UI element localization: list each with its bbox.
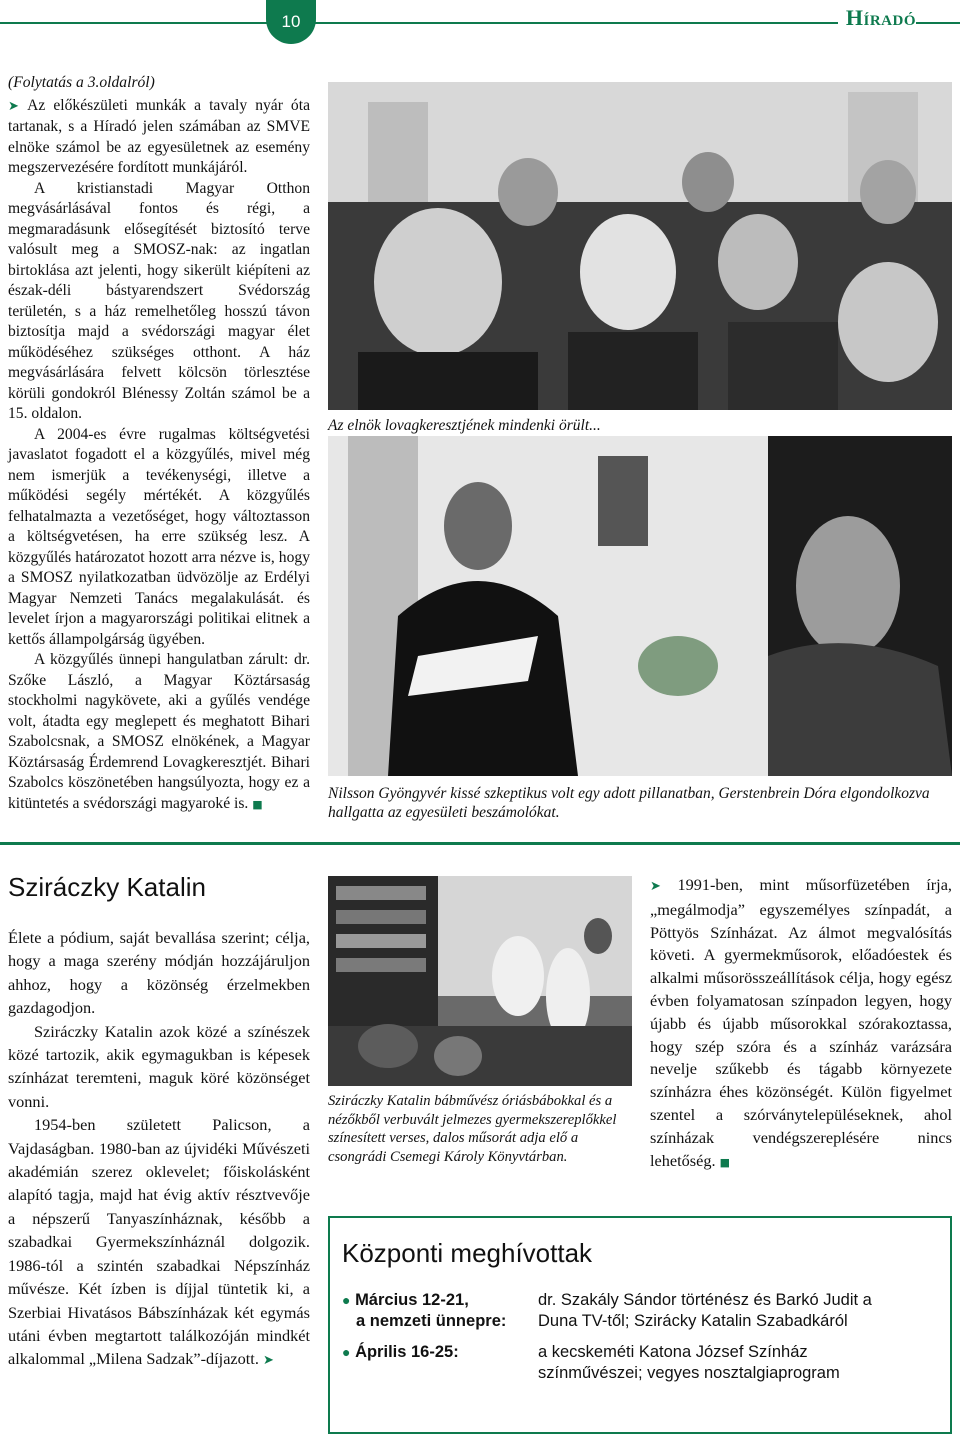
paragraph: A közgyűlés ünnepi hangulatban zárult: dr. Szőke László, a Magyar Köztársaság stockholmi nagykövete, aki a gyűlés vendége volt, átadta egy meglepett és meghatott Bihari Szabolcsnak, a SMOSZ elnökének, a Magyar Köztársaság Érdemrend Lovagkeresztjét. Bihari Szabolcs köszönetében hangsúlyozta, hogy ez a kitüntetés a svédországi magyaroké is. ■ [8,651,310,812]
photo-audience-caption: Az elnök lovagkeresztjének mindenki örült... [328,417,601,434]
paragraph: A kristianstadi Magyar Otthon megvásárlásával fontos és régi, a megmaradásunk elősegítését biztosító terve valósult meg a SMOSZ-nak: az ingatlan birtoklása azt jelenti, hogy sikerült kiépíteni az észak-déli bástyarendszert Svédország területén, s a ház remelhetőleg hosszú távon biztosítja majd a svédországi magyar élet működéséhez szükséges otthont. A ház megvásárlására felvett kölcsön törlesztése körüli gondokról Blénessy Zoltán számol be a 15. oldalon. [8,179,310,422]
box-title: Központi meghívottak [342,1238,593,1268]
event-description: dr. Szakály Sándor történész és Barkó Judit a Duna TV-től; Szirácky Katalin Szabadkáról [538,1291,872,1330]
event-date: ● Március 12-21, a nemzeti ünnepre: [342,1291,507,1330]
end-square-icon: ■ [252,797,263,811]
paragraph: A 2004-es évre rugalmas költségvetési javaslatot fogadott el a közgyűlés, mivel még nem ismerjük a tevékenységi, illetve a működési segély mértékét. A közgyűlés felhatalmazta a vezetőséget, hogy változtasson a költségvetésen, ha erre szükség lesz. A közgyűlés határozatot hozott arra nézve is, hogy a SMOSZ nyilatkozatban üdvözölje az Erdélyi Magyar Nemzeti Tanács megalakulását. és levelet írjon a magyarországi politikai elitnek a kettős állampolgárság ügyében. [8,425,310,648]
invited-guests-box [328,1216,952,1434]
paragraph: ➤ Az előkészületi munkák a tavaly nyár óta tartanak, s a Híradó jelen számában az SMVE elnöke számol be az egyesületnek az esemény megszervezésére fordított munkájáról. [8,96,310,176]
event-description: a kecskeméti Katona József Színház színművészei; vegyes nosztalgiaprogram [538,1343,840,1382]
photo-puppet-show [328,876,632,1086]
section-divider [0,842,960,845]
paragraph: Sziráczky Katalin azok közé a színészek közé tartozik, akik egymagukban is képesek színházat teremteni, maguk köré közönséget vonni. [8,1021,310,1111]
arrow-icon: ➤ [650,879,678,894]
publication-name: Híradó [838,5,916,31]
end-square-icon: ■ [719,1155,731,1169]
photo-puppet-show-image [328,876,632,1086]
article-continuation [8,73,310,815]
photo-puppet-show-caption: Sziráczky Katalin bábművész óriásbábokkal és a nézőkből verbuvált jelmezes gyermekszereplőkkel színesített verses, dalos műsorát adja elő a csongrádi Csemegi Károly Könyvtárban. [328,1093,617,1165]
article-title: Sziráczky Katalin [8,872,206,902]
page-number: 10 [266,0,316,44]
continued-note: (Folytatás a 3.oldalról) [8,74,155,91]
paragraph: 1954-ben született Palicson, a Vajdaságban. 1980-ban az újvidéki Művészeti akadémián szerez oklevelet; főiskolásként alapító tagja, majd hat évig aktív résztvevője a népszerű Tanyaszínháznak, később a szabadkai Gyermekszínháznál dolgozik. 1986-tól a szintén szabadkai Népszínház művésze. Két ízben is díjjal tüntetik ki, a Szerbiai Hivatásos Bábszínházak két egymás utáni évben megtartott találkozóján mindkét alkalommal „Milena Sadzak”-díjazott. ➤ [8,1115,310,1369]
paragraph: ➤ 1991-ben, mint műsorfüzetében írja, „megálmodja” egyszemélyes színpadát, a Pöttyös Színházat. Az álmot megvalósítás követi. A gyermekműsorok, előadóestek és alkalmi műsorösszeállítások célja, hogy egész évben folyamatosan színpadon legyen, hogy újabb és újabb műsorokkal szórakoztassa, hogy szép szóra és a színház varázsára nevelje szűkebb és tágabb környezete színházra éhes közönségét. Külön figyelmet szentel a szórványtelepüléseknek, ahol színházak vendégszereplésére nincs lehetőség. ■ [650,875,952,1170]
photo-speakers-caption: Nilsson Gyöngyvér kissé szkeptikus volt egy adott pillanatban, Gerstenbrein Dóra elgondolkozva hallgatta az egyesületi beszámolókat. [328,785,930,821]
photo-audience-image [328,82,952,410]
arrow-icon: ➤ [262,1353,274,1369]
paragraph: Élete a pódium, saját bevallása szerint; célja, hogy a maga szerény módján hozzájáruljon ahhoz, hogy a közönség érzelmekben gazdagodjon. [8,928,310,1018]
event-date: ● Április 16-25: [342,1343,459,1361]
photo-audience [328,82,952,410]
photo-speakers [328,436,952,776]
article-profile-right [650,874,952,1174]
arrow-icon: ➤ [8,98,28,114]
bullet-icon: ● [342,1344,351,1360]
bullet-icon: ● [342,1292,351,1308]
photo-speakers-image [328,436,952,776]
header-rule [0,22,960,24]
article-profile-left [8,926,310,1373]
